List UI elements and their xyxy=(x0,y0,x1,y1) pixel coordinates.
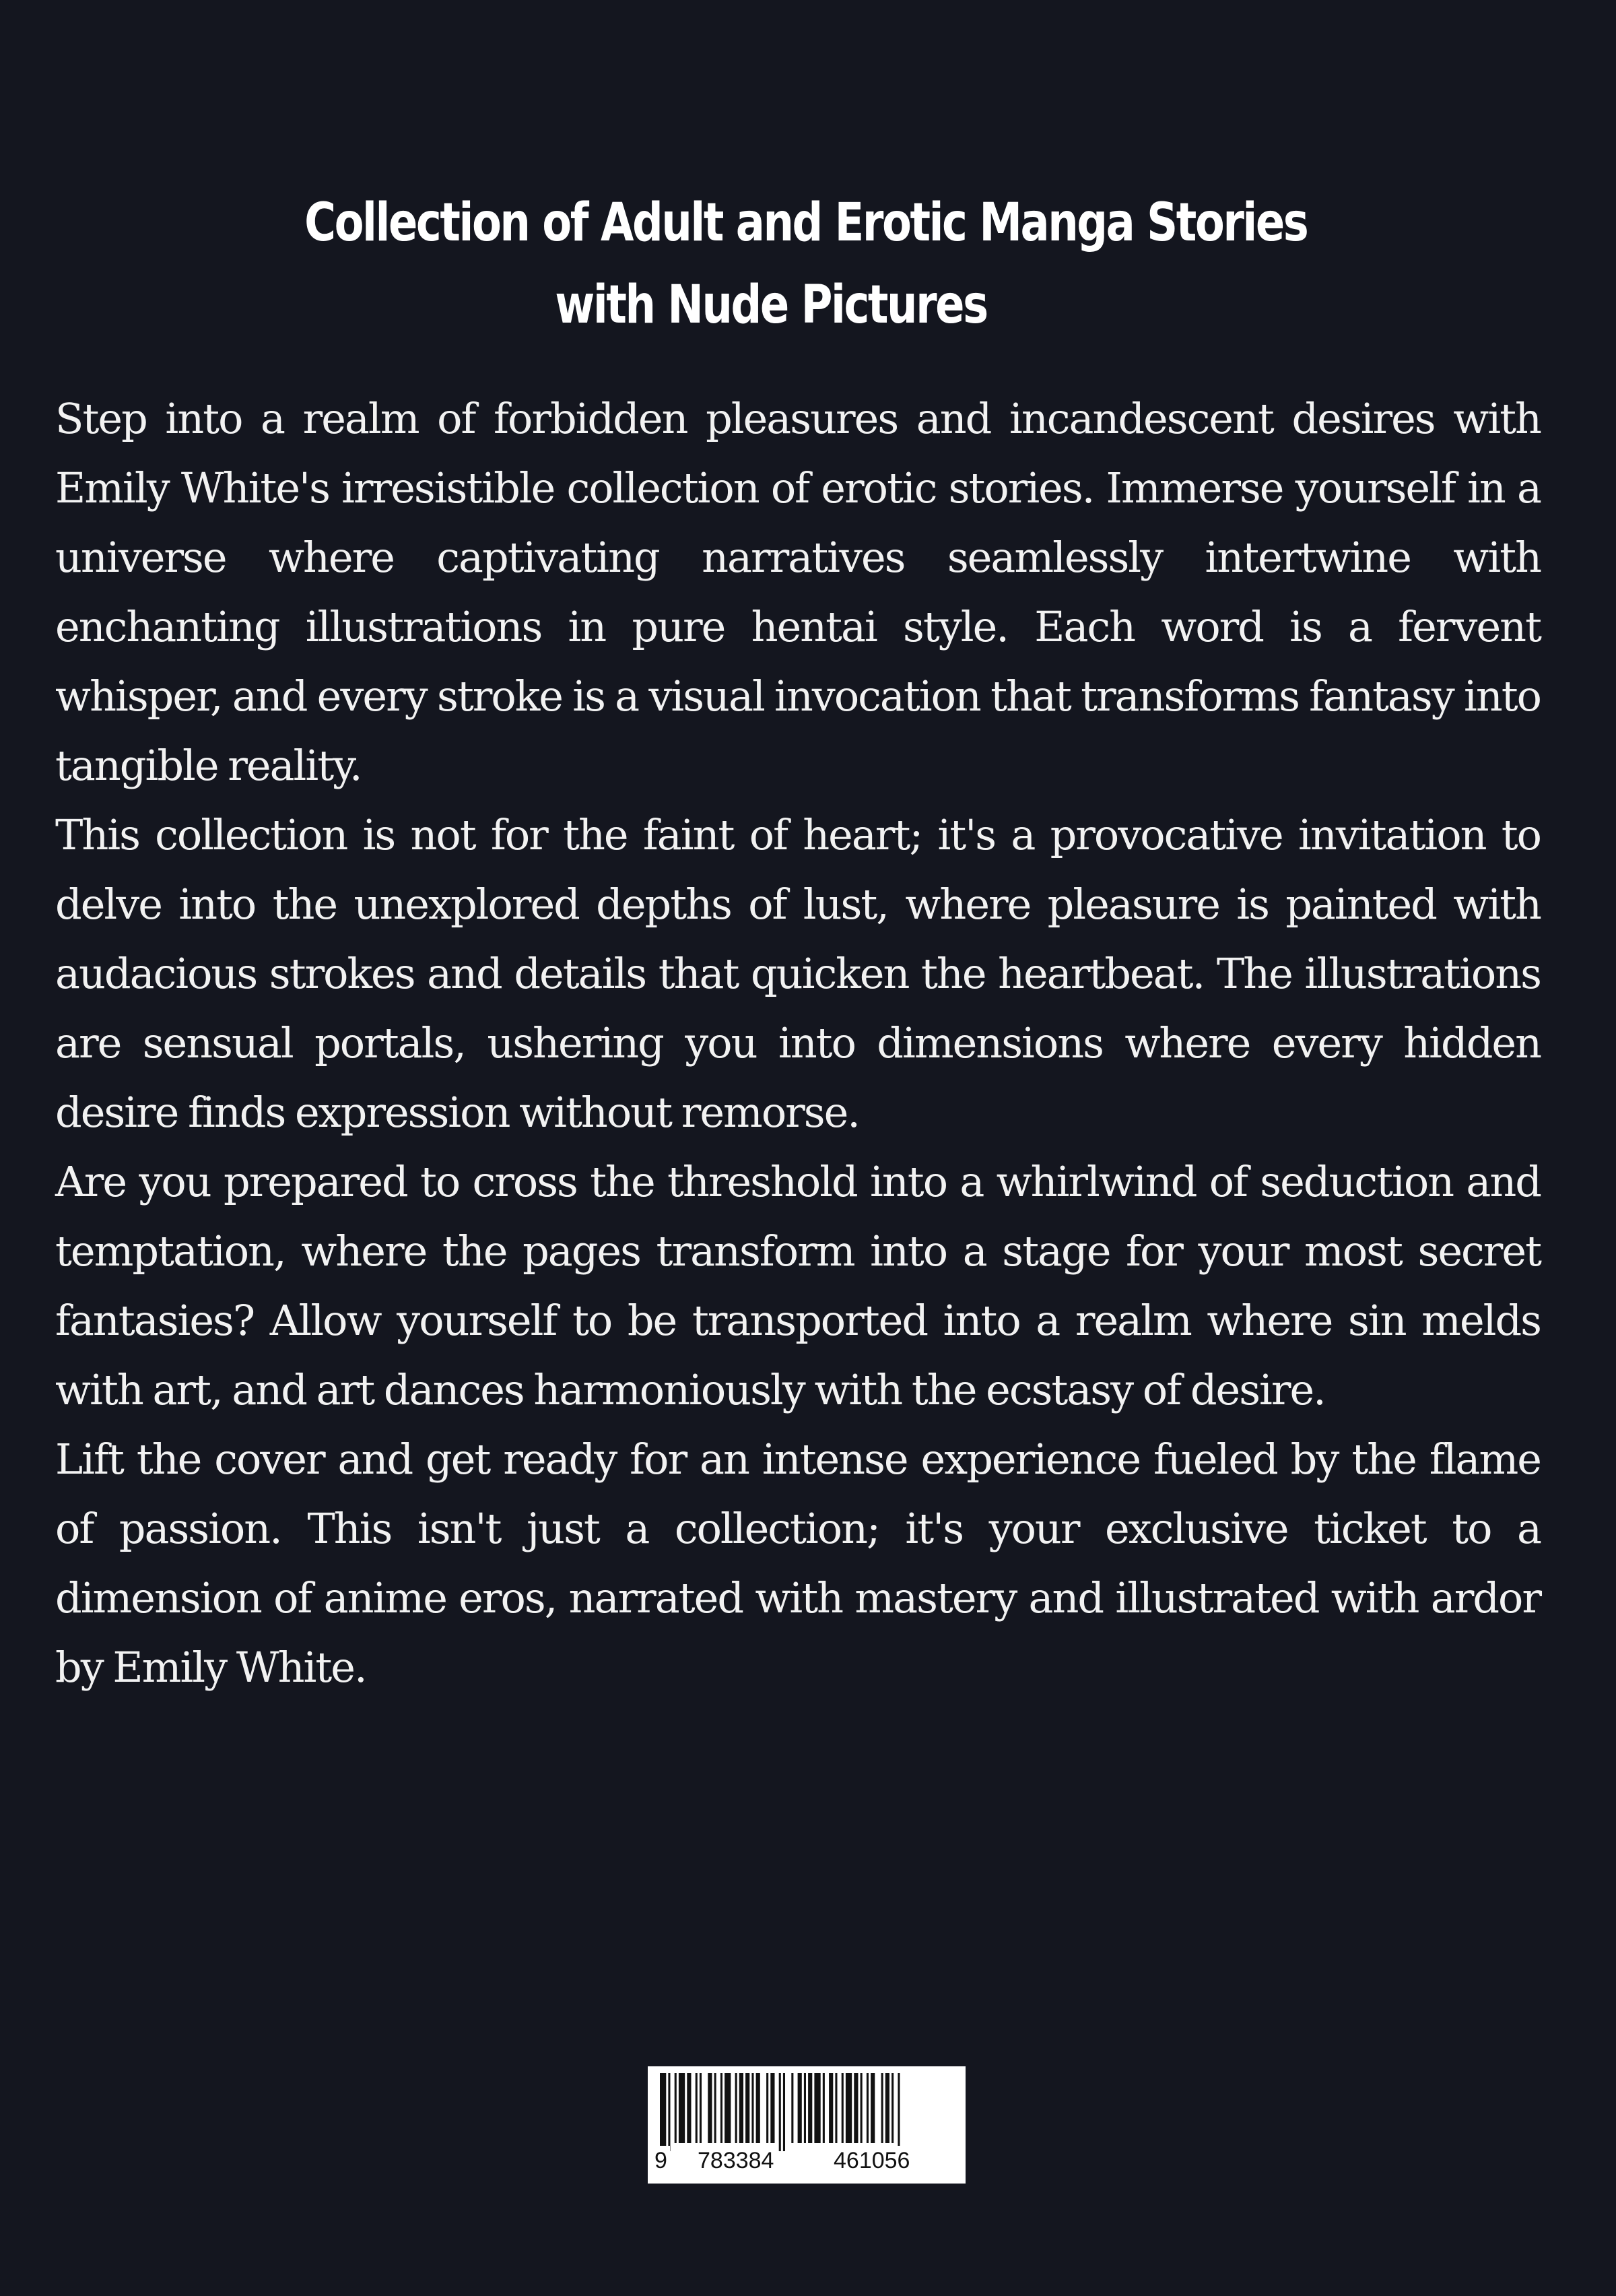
barcode-bar xyxy=(861,2073,863,2143)
barcode-bar xyxy=(714,2073,716,2143)
blurb-paragraph-1: Step into a realm of forbidden pleasures and incandescent desires with Emily White's irresistible collection of erotic stories. Immerse yourself in a universe where captivating narratives seamlessly intertwine with enchanting illustrations in pure hentai style. Each word is a fervent whisper, and every stroke is a visual invocation that transforms fantasy into tangible reality. xyxy=(55,394,1541,790)
barcode-bar xyxy=(735,2073,737,2143)
barcode-bar xyxy=(891,2073,894,2143)
barcode-bars xyxy=(657,2073,956,2151)
barcode-bar xyxy=(668,2073,670,2151)
barcode-bar xyxy=(814,2073,820,2143)
barcode-right-group: 461056 xyxy=(831,2146,912,2175)
barcode-left-group: 783384 xyxy=(695,2146,776,2175)
barcode-bar xyxy=(679,2073,685,2143)
barcode-bar xyxy=(854,2073,858,2143)
blurb-paragraph-4: Lift the cover and get ready for an intense experience fueled by the flame of passion. This isn't just a collection; it's your exclusive ticket to a dimension of anime eros, narrated with mastery and illustrated with ardor by Emily White. xyxy=(55,1435,1541,1692)
barcode-bar xyxy=(739,2073,743,2143)
barcode-bar xyxy=(687,2073,691,2143)
barcode-bar xyxy=(846,2073,852,2143)
barcode-first-digit: 9 xyxy=(652,2146,670,2175)
barcode-bar xyxy=(823,2073,825,2143)
barcode-bar xyxy=(881,2073,883,2143)
barcode-bar xyxy=(756,2073,760,2143)
blurb xyxy=(55,384,1541,1702)
barcode-bar xyxy=(720,2073,722,2143)
barcode-bar xyxy=(798,2073,802,2143)
barcode-bar xyxy=(751,2073,753,2143)
barcode-bar xyxy=(808,2073,812,2143)
barcode-bar xyxy=(835,2073,837,2143)
barcode-bar xyxy=(708,2073,712,2143)
barcode-bar xyxy=(829,2073,833,2143)
barcode-digits xyxy=(648,2146,966,2175)
blurb-paragraph-2: This collection is not for the faint of heart; it's a provocative invitation to delve into the unexplored depths of lust, where pleasure is painted with audacious strokes and details that quicken the heartbeat. The illustrations are sensual portals, ushering you into dimensions where every hidden desire finds expression without remorse. xyxy=(55,810,1541,1137)
barcode-bar xyxy=(867,2073,869,2143)
barcode-bar xyxy=(696,2073,698,2143)
barcode-bar xyxy=(725,2073,731,2143)
barcode-bar xyxy=(791,2073,793,2143)
barcode-bar xyxy=(700,2073,702,2143)
barcode-bar xyxy=(660,2073,666,2151)
barcode-bar xyxy=(770,2073,774,2143)
barcode-bar xyxy=(675,2073,677,2143)
barcode-bar xyxy=(766,2073,768,2143)
title-line-2: with Nude Pictures xyxy=(555,275,987,335)
barcode-bar xyxy=(783,2073,785,2151)
isbn-barcode xyxy=(648,2066,966,2184)
title-line-1: Collection of Adult and Erotic Manga Stories xyxy=(304,193,1308,253)
barcode-bar xyxy=(779,2073,781,2151)
barcode-bar xyxy=(898,2073,900,2151)
barcode-bar xyxy=(885,2073,889,2143)
barcode-bar xyxy=(745,2073,749,2143)
barcode-bar xyxy=(804,2073,806,2143)
barcode-bar xyxy=(842,2073,844,2143)
book-title xyxy=(304,182,1308,346)
barcode-bar xyxy=(871,2073,875,2143)
blurb-paragraph-3: Are you prepared to cross the threshold into a whirlwind of seduction and temptation, where the pages transform into a stage for your most secret fantasies? Allow yourself to be transported into a realm where sin melds with art, and art dances harmoniously with the ecstasy of desire. xyxy=(55,1157,1541,1414)
